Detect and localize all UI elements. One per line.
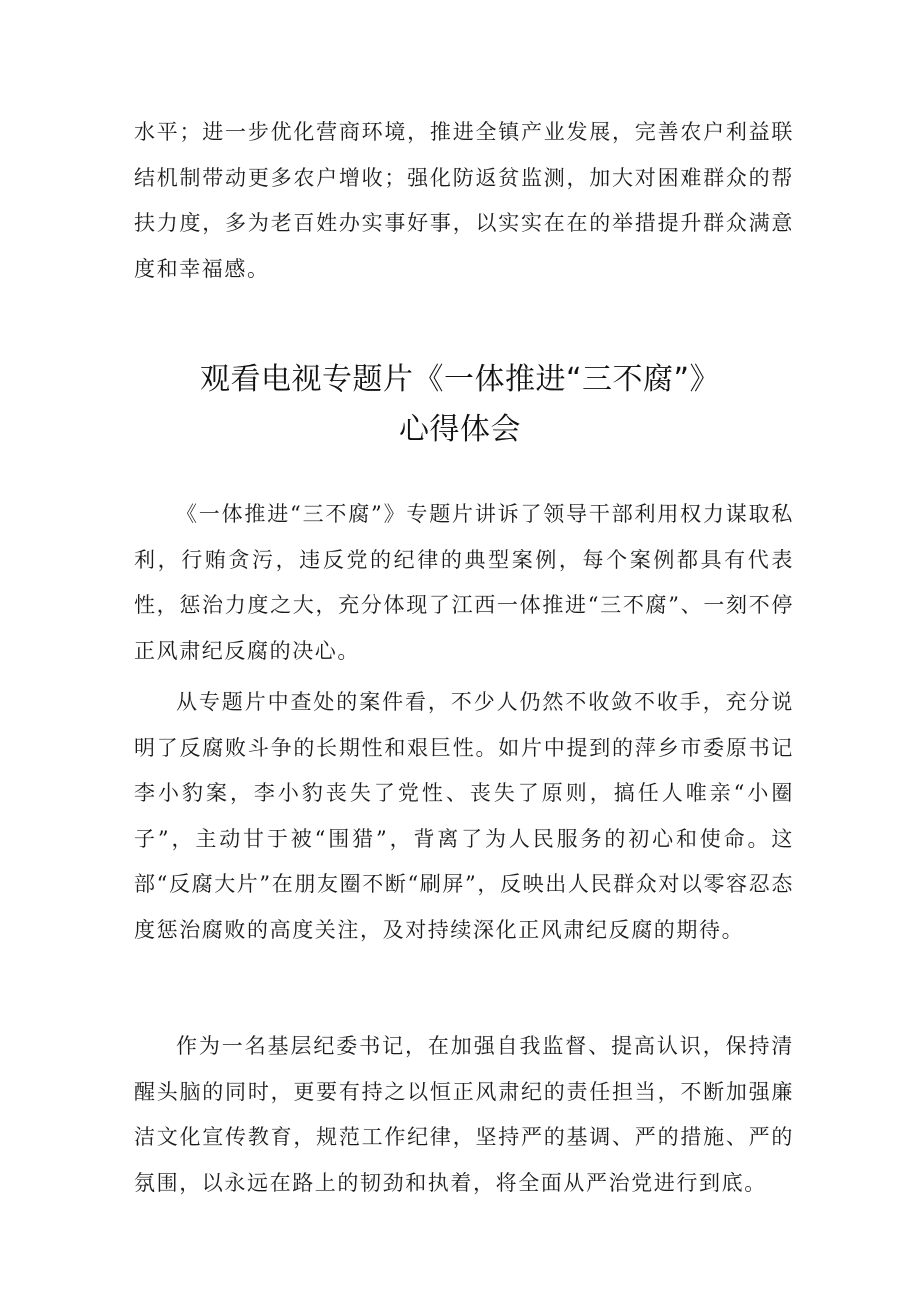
title-line-1: 观看电视专题片《一体推进“三不腐”》: [199, 362, 721, 397]
body-paragraph-2: 从专题片中查处的案件看，不少人仍然不收敛不收手，充分说明了反腐败斗争的长期性和艰巨性。如片中提到的萍乡市委原书记李小豹案，李小豹丧失了党性、丧失了原则，搞任人唯亲“小圈子”，主动甘于被“围猎”，背离了为人民服务的初心和使命。这部“反腐大片”在朋友圈不断“刷屏”，反映出人民群众对以零容忍态度惩治腐败的高度关注，及对持续深化正风肃纪反腐的期待。: [134, 690, 794, 942]
document-title: [100, 355, 820, 455]
intro-paragraph: 水平；进一步优化营商环境，推进全镇产业发展，完善农户利益联结机制带动更多农户增收；强化防返贫监测，加大对困难群众的帮扶力度，多为老百姓办实事好事，以实实在在的举措提升群众满意度和幸福感。: [134, 120, 794, 281]
body-paragraph-1: 《一体推进“三不腐”》专题片讲诉了领导干部利用权力谋取私利，行贿贪污，违反党的纪律的典型案例，每个案例都具有代表性，惩治力度之大，充分体现了江西一体推进“三不腐”、一刻不停正风肃纪反腐的决心。: [134, 502, 794, 663]
body-paragraph-3: 作为一名基层纪委书记，在加强自我监督、提高认识，保持清醒头脑的同时，更要有持之以恒正风肃纪的责任担当，不断加强廉洁文化宣传教育，规范工作纪律，坚持严的基调、严的措施、严的氛围，以永远在路上的韧劲和执着，将全面从严治党进行到底。: [134, 1034, 794, 1195]
title-line-2: 心得体会: [399, 412, 521, 447]
